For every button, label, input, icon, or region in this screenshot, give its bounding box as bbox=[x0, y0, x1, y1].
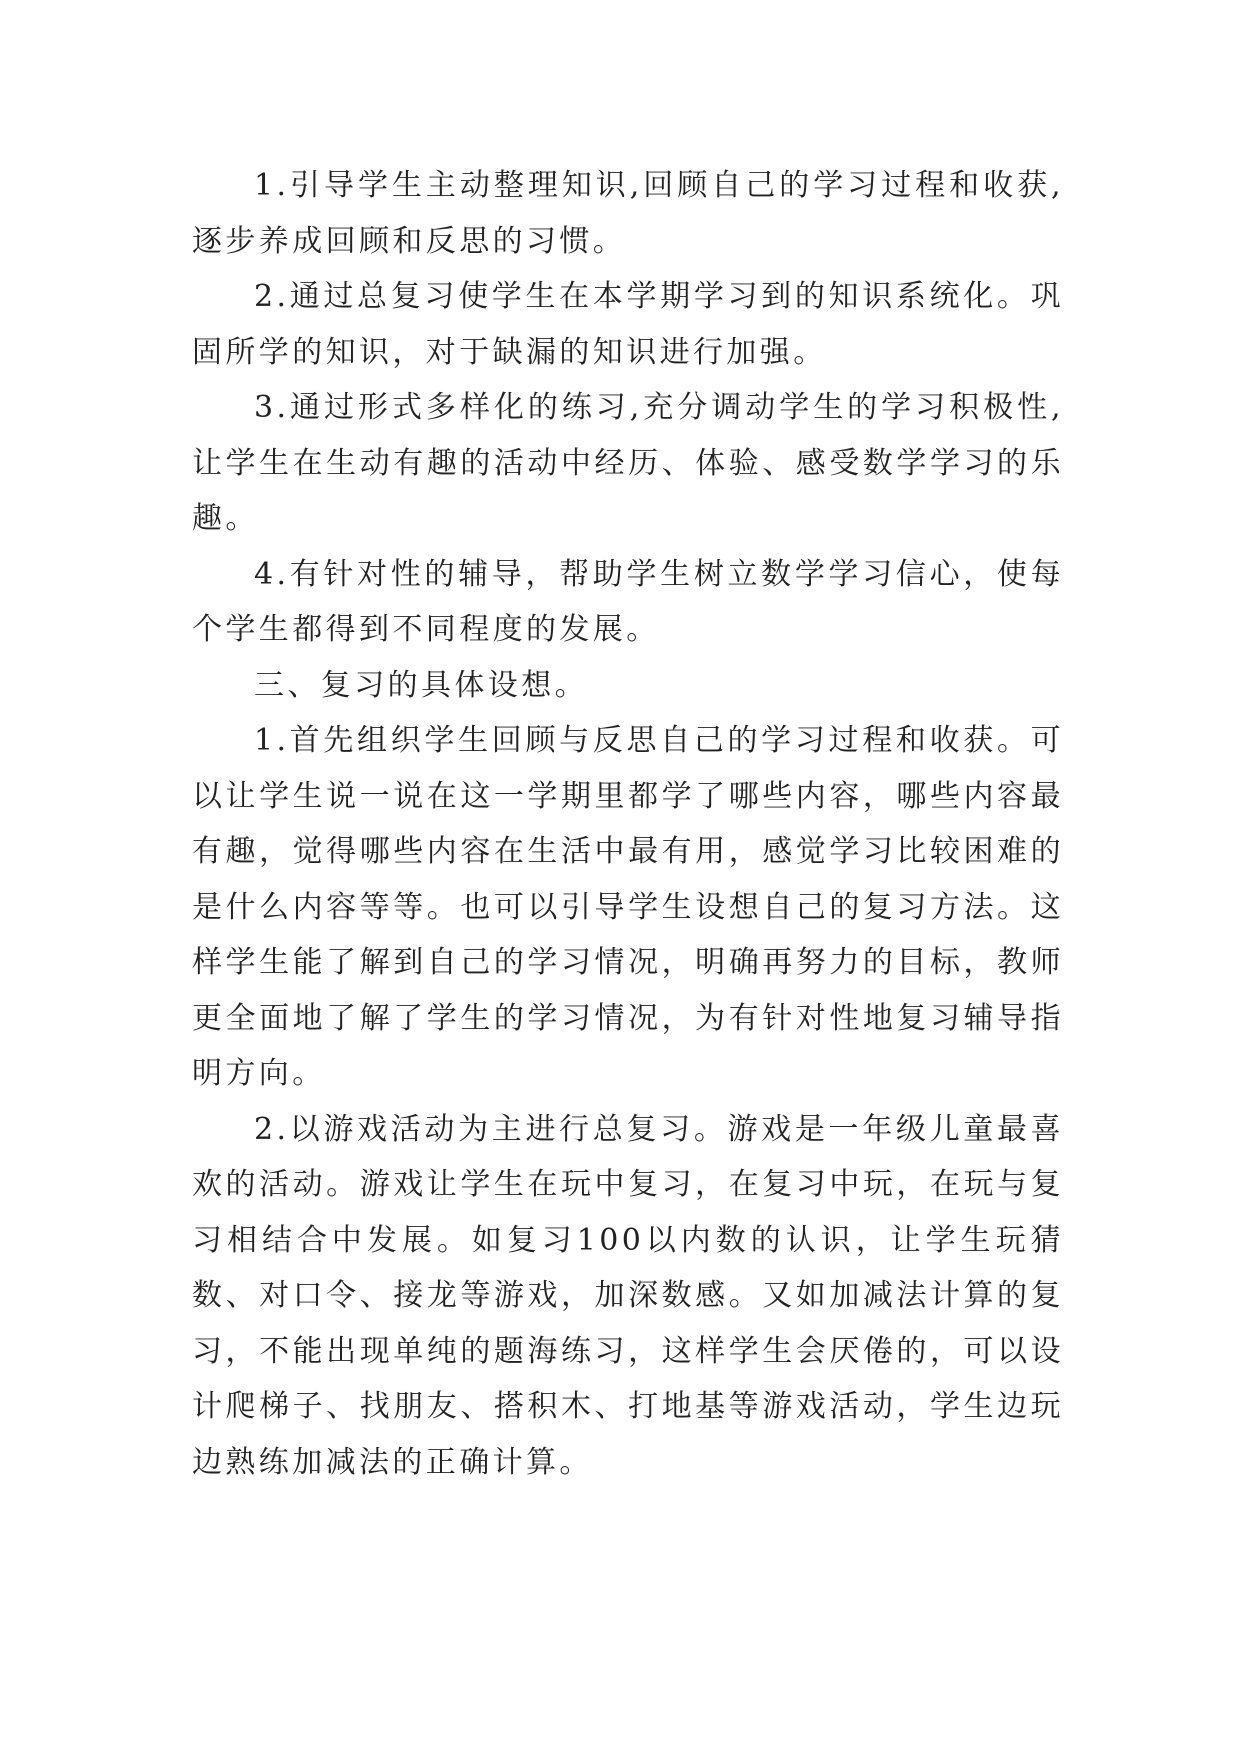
paragraph-plan-1: 1.首先组织学生回顾与反思自己的学习过程和收获。可以让学生说一说在这一学期里都学了哪些内容，哪些内容最有趣，觉得哪些内容在生活中最有用，感觉学习比较困难的是什么内容等等。也可以引导学生设想自己的复习方法。这样学生能了解到自己的学习情况，明确再努力的目标，教师更全面地了解了学生的学习情况，为有针对性地复习辅导指明方向。 bbox=[192, 723, 1064, 1091]
section-heading: 三、复习的具体设想。 bbox=[254, 667, 588, 703]
paragraph-goal-3: 3.通过形式多样化的练习,充分调动学生的学习积极性,让学生在生动有趣的活动中经历、体验、感受数学学习的乐趣。 bbox=[192, 390, 1064, 536]
paragraph-goal-1: 1.引导学生主动整理知识,回顾自己的学习过程和收获,逐步养成回顾和反思的习惯。 bbox=[192, 168, 1064, 259]
document-body bbox=[192, 158, 1064, 1490]
paragraph-goal-4: 4.有针对性的辅导，帮助学生树立数学学习信心，使每个学生都得到不同程度的发展。 bbox=[192, 556, 1064, 647]
paragraph-plan-2: 2.以游戏活动为主进行总复习。游戏是一年级儿童最喜欢的活动。游戏让学生在玩中复习，在复习中玩，在玩与复习相结合中发展。如复习100以内数的认识，让学生玩猜数、对口令、接龙等游戏，加深数感。又如加减法计算的复习，不能出现单纯的题海练习，这样学生会厌倦的，可以设计爬梯子、找朋友、搭积木、打地基等游戏活动，学生边玩边熟练加减法的正确计算。 bbox=[192, 1111, 1064, 1480]
paragraph-goal-2: 2.通过总复习使学生在本学期学习到的知识系统化。巩固所学的知识，对于缺漏的知识进行加强。 bbox=[192, 279, 1064, 370]
